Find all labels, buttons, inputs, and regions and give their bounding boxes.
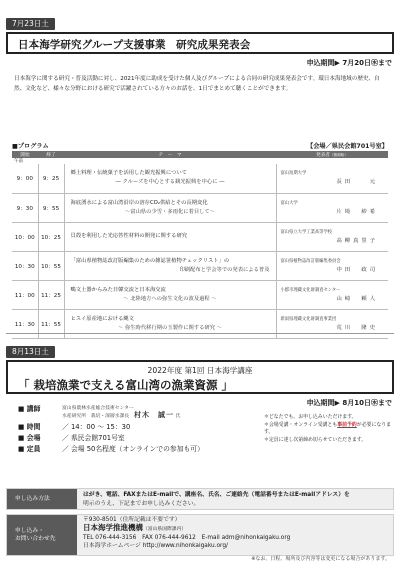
program-venue: 【会場／県民会館701号室】 xyxy=(307,143,388,150)
contact-band xyxy=(6,514,394,556)
event1-title: 日本海学研究グループ支援事業 研究成果発表会 xyxy=(18,39,251,51)
time-row: ■ 時間 ／ 14：00 ～ 15：30 xyxy=(18,423,131,431)
apply-band xyxy=(6,488,394,510)
table-row: 9：00 9：25 郷土料理・伝統菓子を活用した観光振興について ― クルーズを中心とする観光振興を中心に ― 富山短期大学 長田 元 xyxy=(12,164,388,193)
am-label: 午前 xyxy=(14,159,23,164)
table-row: 11：00 11：25 鴫文土器からみた日韓交流と日本海交流 ～ 北陸地方への弥生文化の波及過程 ～ 小郡市埋蔵文化財調査センター 山崎 頼人 xyxy=(12,280,388,309)
col-theme: テ ー マ xyxy=(64,151,276,158)
venue-row: ■ 会場 ／ 県民会館701号室 xyxy=(18,434,125,442)
event2-title: 「 栽培漁業で支える富山湾の漁業資源 」 xyxy=(18,378,234,392)
date-tab-event2: 8月13日土 xyxy=(6,346,55,358)
event2-info: ■ 講師 富山県農林水産総合技術センター 水産研究所 栽培・深層水課長 村木 誠一 氏 ■ 時間 ／ 14：00 ～ 15：30 ■ 会場 ／ 県民会館701号室 ■ 定員 ／ 会場 50名程度（オンラインでの参加も可） xyxy=(18,404,258,455)
event2-notes: ＊どなたでも、お申し込みいただけます。 ＊会場受講・オンライン受講とも事前予約が必要になります。 ＊定員に達し次第締め切らせていただきます。 xyxy=(264,414,392,443)
event1-intro: 日本海学に関する研究・普及活動に対し、2021年度に助成を受けた個人及びグループによる合同の研究成果発表会です。環日本海地域の歴史、自然、文化など、様々な分野における研究で活躍されている方々のお話を、1日でまとめて聴くことができます。 xyxy=(14,76,380,92)
date-tab-event1: 7月23日土 xyxy=(6,18,55,30)
lecturer-row: ■ 講師 xyxy=(18,405,41,413)
col-start: 開始 xyxy=(12,151,38,158)
event2-title-box xyxy=(6,360,394,394)
event1-title-box xyxy=(6,32,394,54)
capacity-row: ■ 定員 ／ 会場 50名程度（オンラインでの参加も可） xyxy=(18,445,204,453)
event2-deadline: 申込期間▶ 8月10日㊌まで xyxy=(306,399,392,407)
table-row: 9：30 9：55 海底湧水による富山湾沿岸の溶存CO₂供給とその長期変化 ～富山県の少雪・多雨化に着目して～ 富山大学 片境 紗希 xyxy=(12,193,388,222)
table-row: 10：30 10：55 「富山県植物誌改訂版編集のための雑誌笹植物チェックリスト」の 印刷配布と学会等での発表による普及 富山県植物誌改訂版編集委員会 中田 政司 xyxy=(12,251,388,280)
program-label: ■プログラム xyxy=(12,143,49,150)
contact-label: 申し込み・ お問い合わせ先 xyxy=(7,515,77,555)
program-table xyxy=(12,151,388,339)
apply-text: はがき、電話、FAXまたはE-mailで、講座名、氏名、ご連絡先（電話番号またはE-mailアドレス）を 明示のうえ、下記までお申し込みください。 xyxy=(83,492,350,507)
col-presenter: 発表者（敬称略） xyxy=(276,151,388,158)
program-header xyxy=(12,141,388,150)
event2-subtitle: 2022年度 第1回 日本海学講座 xyxy=(147,366,253,375)
table-row: 11：30 11：55 ヒスイ原産地における縄文 ～ 弥生時代移行期の玉製作に関する研究 ～ 新潟県埋蔵文化財調査事業団 荒川 隆史 xyxy=(12,309,388,338)
event1-deadline: 申込期間▶ 7月20日㊌まで xyxy=(306,59,392,67)
table-row: 10：00 10：25 貝殻を利用した光応答性材料の開発に関する研究 富山県立大学工業高等学校 高柳真里子 xyxy=(12,222,388,251)
section-divider xyxy=(6,333,394,334)
apply-label: 申し込み方法 xyxy=(7,489,77,509)
footer-note: ※なお、日程、場所及び内容等は変更になる場合があります。 xyxy=(251,556,390,562)
contact-details: 〒930-8501（住所記載は不要です） 日本海学推進機構（富山県国際課内） TEL 076-444-3156 FAX 076-444-9612 E-mail adm@nihonkaigaku.org 日本海学ホームページ http://www.nihonkaigaku.org/ xyxy=(83,517,291,549)
col-end: 終了 xyxy=(38,151,64,158)
